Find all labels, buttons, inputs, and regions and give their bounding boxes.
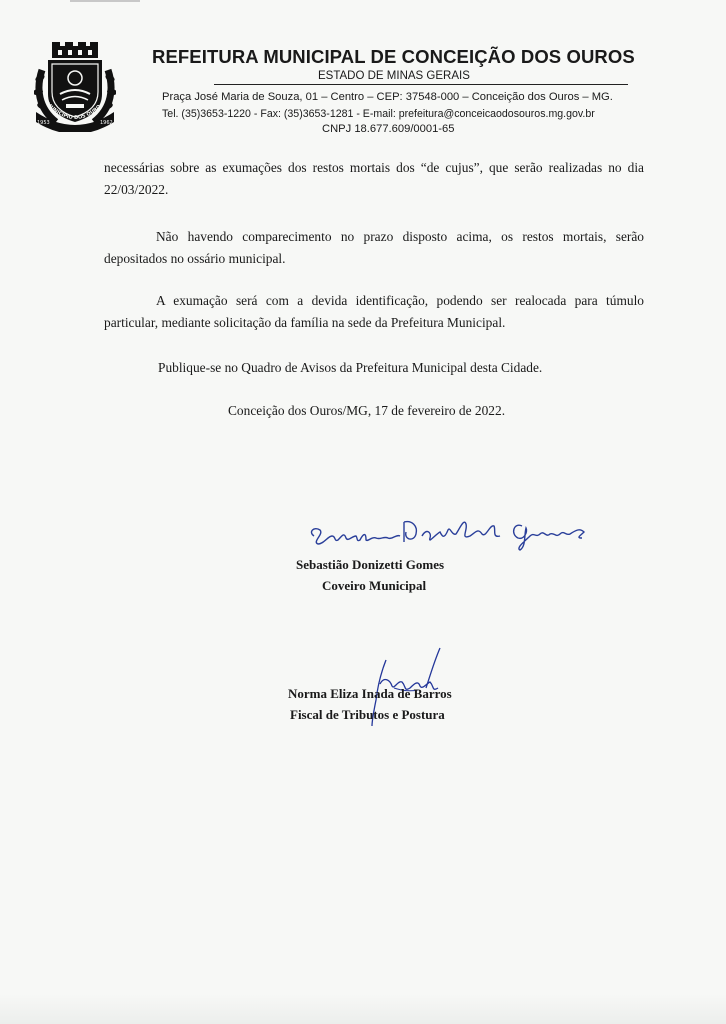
crest-year-left: 1953 xyxy=(37,120,50,126)
handwritten-signature-sebastiao xyxy=(300,506,600,552)
top-edge-mark xyxy=(70,0,140,2)
letterhead-address: Praça José Maria de Souza, 01 – Centro – CEP: 37548-000 – Conceição dos Ouros – MG. xyxy=(162,91,613,103)
signatory-name: Sebastião Donizetti Gomes xyxy=(296,557,445,572)
publish-notice: Publique-se no Quadro de Avisos da Prefeitura Municipal desta Cidade. xyxy=(158,360,543,375)
signatory-name: Norma Eliza Inada de Barros xyxy=(288,686,452,701)
letterhead-contact: Tel. (35)3653-1220 - Fax: (35)3653-1281 - E-mail: prefeitura@conceicaodosouros.mg.gov.br xyxy=(162,108,595,120)
crest-year-right: 1962 xyxy=(100,120,113,126)
place-and-date: Conceição dos Ouros/MG, 17 de fevereiro de 2022. xyxy=(228,403,506,418)
body-paragraph-identification: A exumação será com a devida identificação, podendo ser realocada para túmulo particular, mediante solicitação da família na sede da Prefeitura Municipal. xyxy=(104,293,644,330)
state-underline xyxy=(214,84,628,85)
body-paragraph-exhumation-date: necessárias sobre as exumações dos restos mortais dos “de cujus”, que serão realizadas no dia 22/03/2022. xyxy=(104,160,644,197)
crest-motto: MUNICÍPIO DOS OURO xyxy=(44,101,103,122)
letterhead-title: REFEITURA MUNICIPAL DE CONCEIÇÃO DOS OUROS xyxy=(152,46,635,67)
body-paragraph-ossuary: Não havendo comparecimento no prazo disposto acima, os restos mortais, serão depositados no ossário municipal. xyxy=(104,229,644,266)
letterhead-state: ESTADO DE MINAS GERAIS xyxy=(318,70,470,82)
letterhead-cnpj: CNPJ 18.677.609/0001-65 xyxy=(322,123,455,135)
signatory-role: Fiscal de Tributos e Postura xyxy=(290,707,445,722)
municipal-coat-of-arms-icon xyxy=(34,42,116,132)
signatory-role: Coveiro Municipal xyxy=(322,578,427,593)
scan-bottom-shadow xyxy=(0,994,726,1024)
